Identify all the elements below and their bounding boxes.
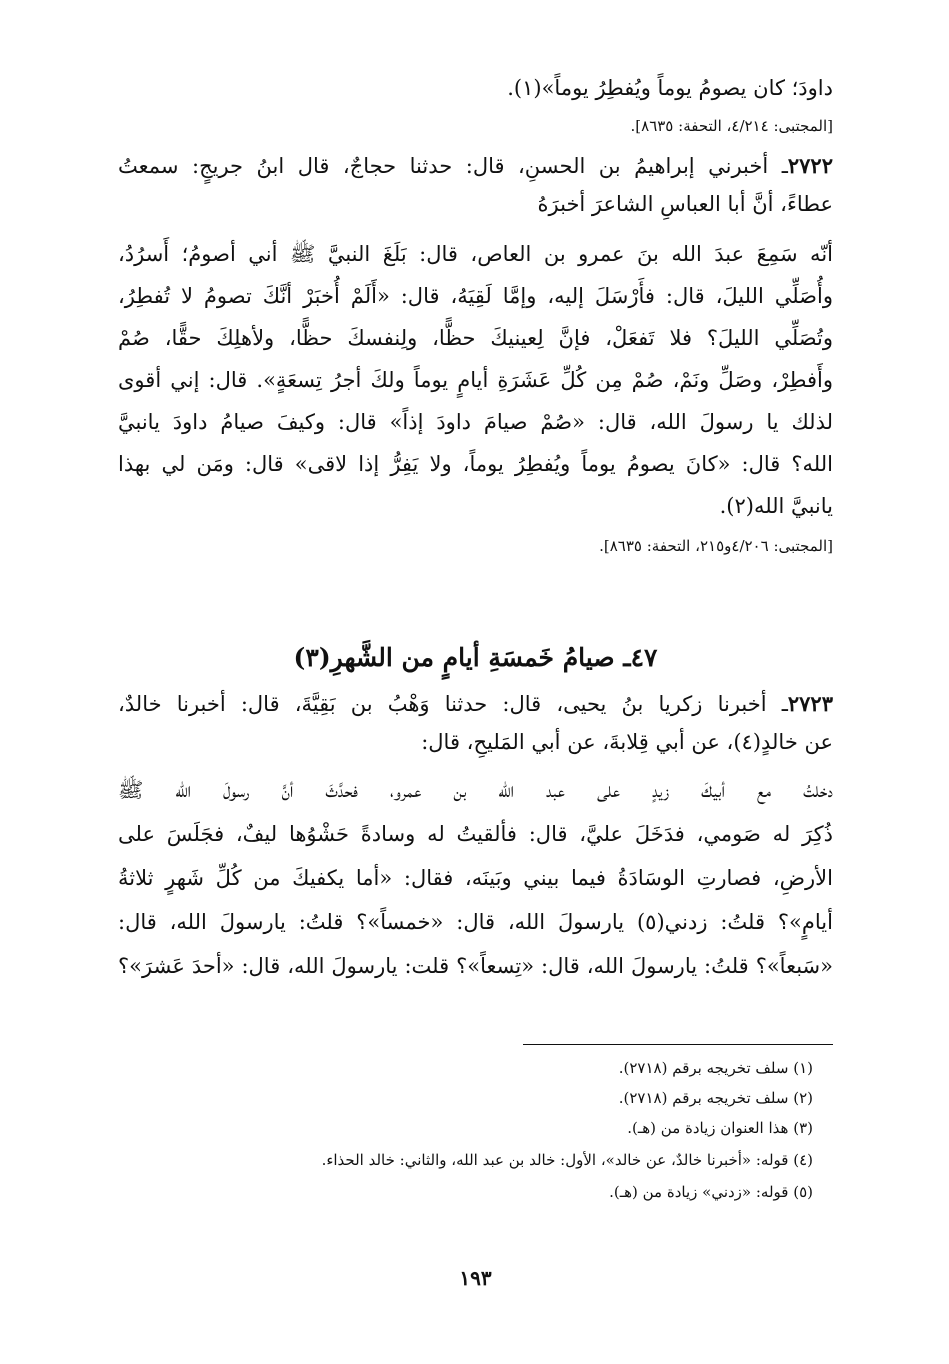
hadith-2723-matn-line-4: أيامٍ»؟ قلتُ: زدني(٥) يارسولَ الله، قال: «خمساً»؟ قلتُ: يارسولَ الله، قال: <box>118 910 833 934</box>
hadith-number-2722: ٢٧٢٢ <box>787 153 833 178</box>
hadith-2722-matn-line-5: لذلك يا رسولَ الله، قال: «صُمْ صيامَ داودَ إذاً» قال: وكيفَ صيامُ داودَ يانبيَّ <box>118 410 833 434</box>
hadith-2722-isnad-line-1: ٢٧٢٢ـ أخبرني إبراهيمُ بن الحسنِ، قال: حدثنا حجاجٌ، قال ابنُ جريجٍ: سمعتُ <box>118 153 833 178</box>
footnote-1: (١) سلف تخريجه برقم (٢٧١٨). <box>618 1059 813 1077</box>
hadith-2722-isnad-line-2: عطاءً، أنَّ أبا العباسِ الشاعرَ أخبرَهُ <box>537 192 833 216</box>
hadith-2723-matn-line-1: دخلتُ مع أبيكَ زيدٍ على عبد الله بن عمرو، فحدَّثَ أنَّ رسولَ الله ﷺ <box>118 778 833 802</box>
hadith-2722-matn-line-1: أنّه سَمِعَ عبدَ الله بنَ عمرو بن العاص، قال: بَلَغَ النبيَّ ﷺ أني أصومُ؛ أَسرُدُ، <box>118 242 833 266</box>
page-number: ١٩٣ <box>459 1266 492 1290</box>
footnote-divider <box>523 1044 833 1045</box>
footnote-3: (٣) هذا العنوان زيادة من (هـ). <box>627 1119 813 1137</box>
hadith-2723-matn-line-2: ذُكِرَ له صَومي، فدَخَلَ عليَّ، قال: فألقيتُ له وسادةً حَشْوُها ليفٌ، فجَلَسَ على <box>118 822 833 846</box>
hadith-2722-matn-line-2: وأُصَلِّي الليلَ، قال: فأَرْسَلَ إليه، وإمَّا لَقِيَهُ، قال: «أَلَمْ أُخبَرْ أنَّكَ تصومُ لا تُفطِرُ، <box>118 284 833 308</box>
reference-note-2: [المجتبى: ٤/٢٠٦و٢١٥، التحفة: ٨٦٣٥]. <box>599 537 833 555</box>
footnote-2: (٢) سلف تخريجه برقم (٢٧١٨). <box>618 1089 813 1107</box>
hadith-2723-isnad-line-2: عن خالدٍ(٤)، عن أبي قِلابةَ، عن أبي المَليحِ، قال: <box>421 730 833 754</box>
continuation-line: داودَ؛ كان يصومُ يوماً ويُفطِرُ يوماً»(١). <box>507 76 833 100</box>
hadith-2722-matn-line-3: وتُصَلِّي الليلَ؟ فلا تَفعَلْ، فإنَّ لِعينيكَ حظًّا، ولِنفسكَ حظًّا، ولأهلِكَ حقًّا، صُمْ <box>118 326 833 350</box>
chapter-heading: ٤٧ـ صيامُ خَمسَةِ أيامٍ من الشَّهرِ(٣) <box>293 643 658 672</box>
hadith-2723-matn-line-3: الأرضِ، فصارتِ الوسَادَةُ فيما بيني وبَينَه، فقال: «أما يكفيكَ من كُلِّ شَهرٍ ثلاثةُ <box>118 866 833 890</box>
reference-note-1: [المجتبى: ٤/٢١٤، التحفة: ٨٦٣٥]. <box>630 117 833 135</box>
hadith-2722-matn-line-7: يانبيَّ الله(٢). <box>719 494 833 518</box>
hadith-2723-matn-line-5: «سَبعاً»؟ قلتُ: يارسولَ الله، قال: «تِسعاً»؟ قلت: يارسولَ الله، قال: «أحدَ عَشرَ»؟ <box>118 954 833 978</box>
book-page <box>118 56 833 1316</box>
hadith-2722-matn-line-6: الله؟ قال: «كانَ يصومُ يوماً ويُفطِرُ يوماً، ولا يَفِرُّ إذا لاقى» قال: ومَن لي بهذا <box>118 452 833 476</box>
hadith-2723-isnad-line-1: ٢٧٢٣ـ أخبرنا زكريا بنُ يحيى، قال: حدثنا وَهْبُ بن بَقِيَّةَ، قال: أخبرنا خالدٌ، <box>118 691 833 716</box>
hadith-number-2723: ٢٧٢٣ <box>787 691 833 716</box>
hadith-2722-matn-line-4: وأَفطِرْ، وصَلِّ ونَمْ، صُمْ مِن كُلِّ عَشَرَةِ أيامٍ يوماً ولكَ أجرُ تِسعَةٍ». قال: إني أقوى <box>118 368 833 392</box>
footnote-5: (٥) قوله: «زدني» زيادة من (هـ). <box>609 1183 813 1201</box>
footnote-4: (٤) قوله: «أخبرنا خالدٌ، عن خالد»، الأول: خالد بن عبد الله، والثاني: خالد الحذاء. <box>321 1151 813 1169</box>
